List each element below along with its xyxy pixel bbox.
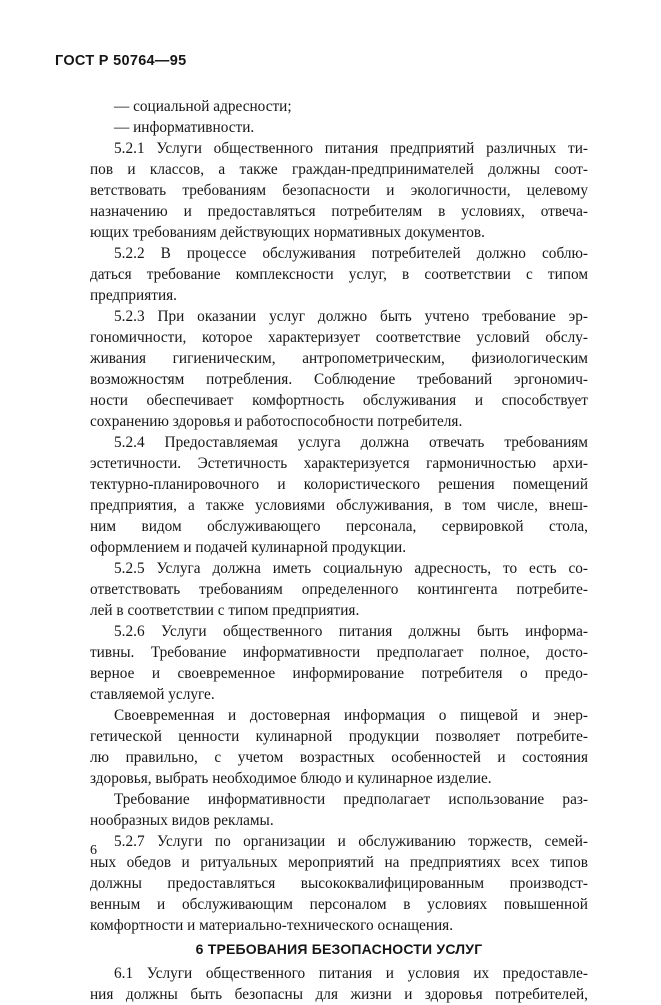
text-line: лю правильно, с учетом возрастных особенностей и состояния	[90, 749, 588, 766]
text-line: должны предоставляться высококвалифицированным производст-	[90, 875, 588, 892]
text-line: живания гигиеническим, антропометрическим, физиологическим	[90, 350, 588, 367]
text-line: нообразных видов рекламы.	[90, 812, 274, 829]
text-line: 5.2.6 Услуги общественного питания должны быть информа-	[114, 623, 588, 640]
text-line: 5.2.7 Услуги по организации и обслуживанию торжеств, семей-	[114, 833, 588, 850]
text-line: даться требование комплексности услуг, в соответствии с типом	[90, 266, 588, 283]
text-line: тектурно-планировочного и колористического решения помещений	[90, 476, 588, 493]
text-line: Своевременная и достоверная информация о пищевой и энер-	[114, 707, 588, 724]
text-line: предприятия.	[90, 287, 177, 304]
text-block-5-2	[90, 96, 588, 936]
text-line: ния должны быть безопасны для жизни и здоровья потребителей,	[90, 986, 588, 1003]
text-line: здоровья, выбрать необходимое блюдо и кулинарное изделие.	[90, 770, 492, 787]
page-number: 6	[90, 843, 97, 858]
text-line: гетической ценности кулинарной продукции позволяет потребите-	[90, 728, 588, 745]
text-line: ных обедов и ритуальных мероприятий на предприятиях всех типов	[90, 854, 588, 871]
text-line: Требование информативности предполагает использование раз-	[114, 791, 588, 808]
text-line: лей в соответствии с типом предприятия.	[90, 602, 360, 619]
text-line: 5.2.3 При оказании услуг должно быть учтено требование эр-	[114, 308, 588, 325]
text-block-6-1	[90, 963, 588, 1005]
text-line: тивны. Требование информативности предполагает полное, досто-	[90, 644, 588, 661]
text-line: гономичности, которое характеризует соответствие условий обслу-	[90, 329, 588, 346]
text-line: верное и своевременное информирование потребителя о предо-	[90, 665, 588, 682]
text-line: ставляемой услуге.	[90, 686, 215, 703]
text-line: 5.2.1 Услуги общественного питания предприятий различных ти-	[114, 140, 588, 157]
text-line: пов и классов, а также граждан-предпринимателей должны соот-	[90, 161, 588, 178]
text-line: 6.1 Услуги общественного питания и условия их предоставле-	[114, 965, 588, 982]
text-line: сохранению здоровья и работоспособности потребителя.	[90, 413, 463, 430]
text-line: назначению и предоставляться потребителям в условиях, отвеча-	[90, 203, 588, 220]
text-line: 5.2.5 Услуга должна иметь социальную адресность, то есть со-	[114, 560, 588, 577]
text-line: ним видом обслуживающего персонала, сервировкой стола,	[90, 518, 588, 535]
text-line: ности обеспечивает комфортность обслуживания и способствует	[90, 392, 588, 409]
text-line: комфортности и материально-технического оснащения.	[90, 917, 454, 934]
text-line: — социальной адресности;	[114, 98, 292, 115]
text-line: возможностям потребления. Соблюдение требований эргономич-	[90, 371, 588, 388]
text-line: — информативности.	[114, 119, 255, 136]
text-line: 5.2.4 Предоставляемая услуга должна отвечать требованиям	[114, 434, 588, 451]
text-line: оформлением и подачей кулинарной продукции.	[90, 539, 407, 556]
section-title: 6 ТРЕБОВАНИЯ БЕЗОПАСНОСТИ УСЛУГ	[195, 941, 483, 957]
text-line: венным и обслуживающим персоналом в условиях повышенной	[90, 896, 588, 913]
document-body	[90, 96, 588, 1005]
document-header: ГОСТ Р 50764—95	[55, 53, 187, 69]
text-line: ответствовать требованиям определенного контингента потребите-	[90, 581, 588, 598]
text-line: 5.2.2 В процессе обслуживания потребителей должно соблю-	[114, 245, 588, 262]
text-line: ющих требованиям действующих нормативных документов.	[90, 224, 485, 241]
text-line: ветствовать требованиям безопасности и экологичности, целевому	[90, 182, 588, 199]
text-line: эстетичности. Эстетичность характеризуется гармоничностью архи-	[90, 455, 588, 472]
text-line: предприятия, а также условиями обслуживания, в том числе, внеш-	[90, 497, 588, 514]
